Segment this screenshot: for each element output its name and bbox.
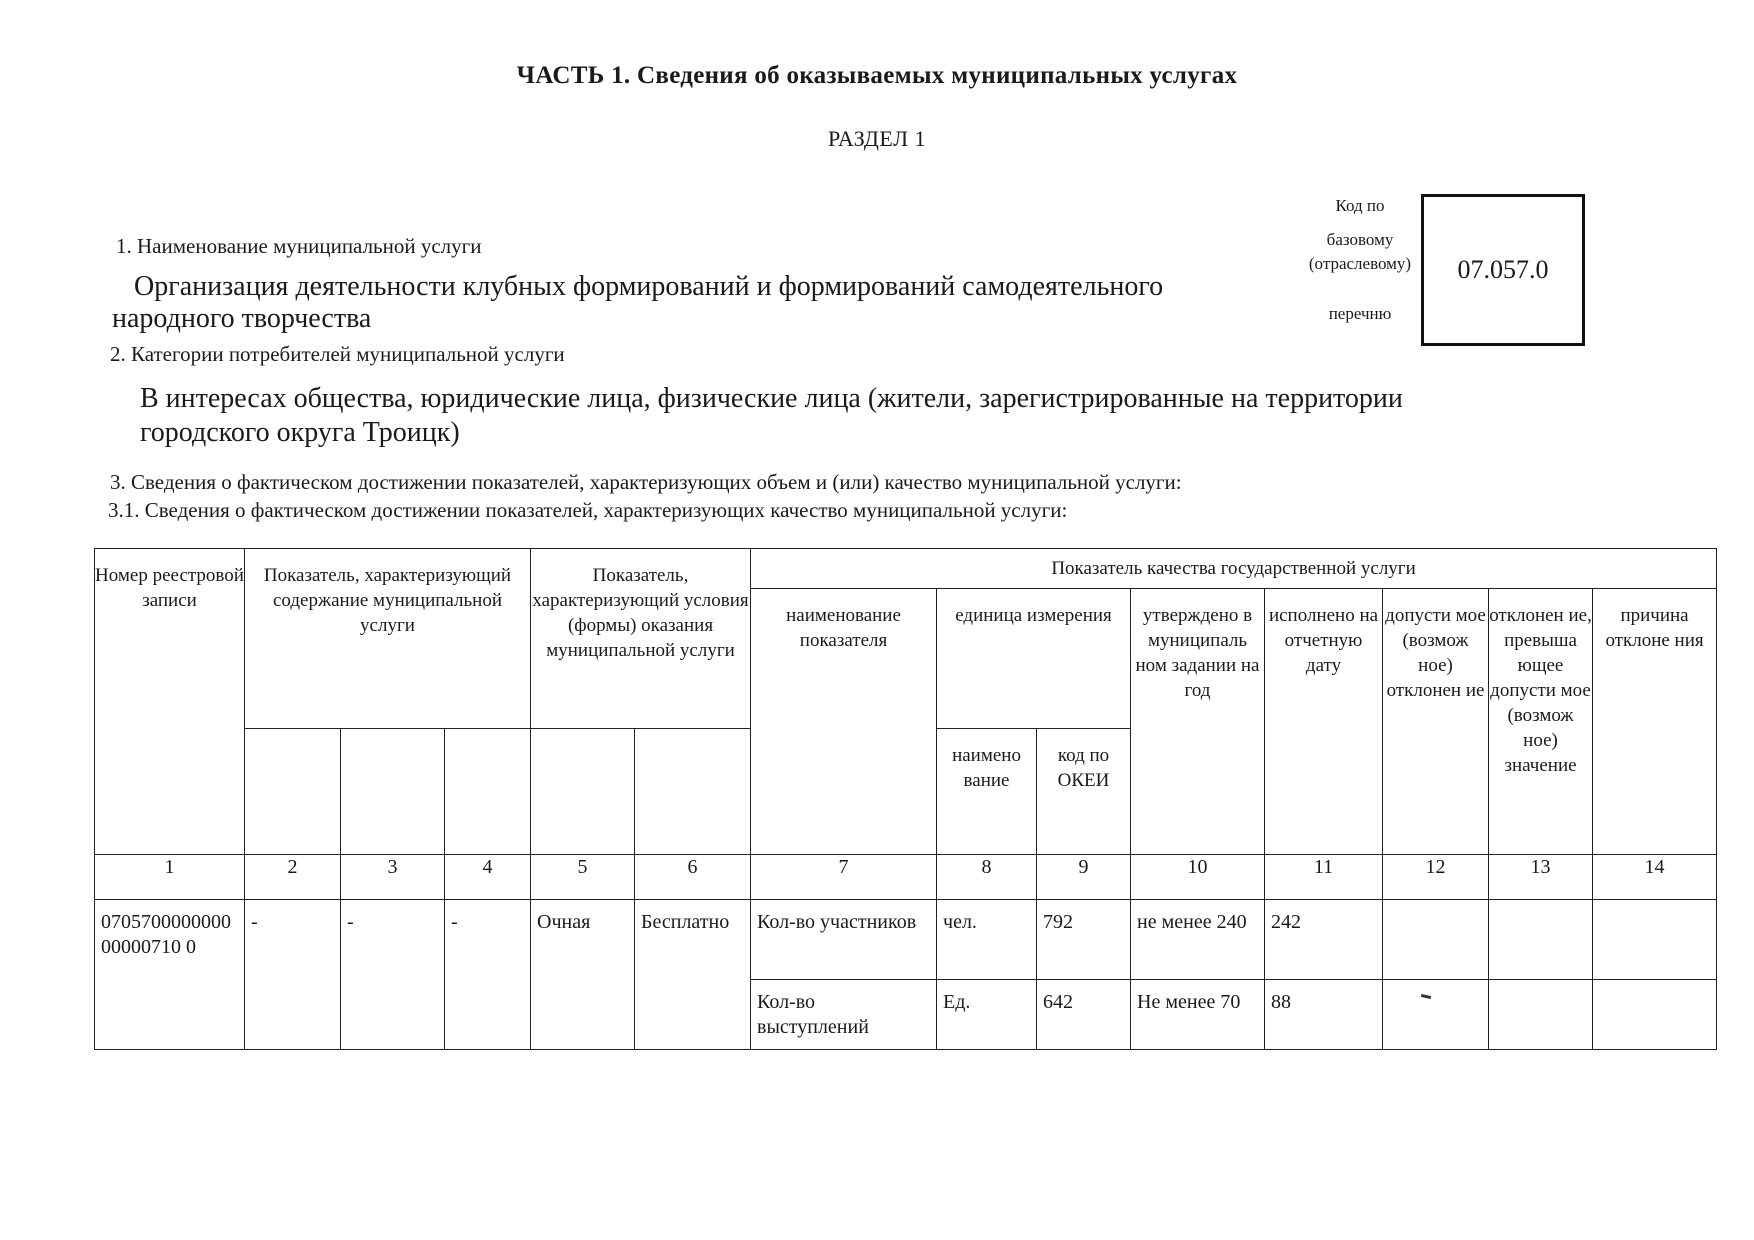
blank-cell — [531, 729, 635, 855]
column-number: 8 — [937, 855, 1037, 900]
code-label-line1: Код по — [1335, 196, 1385, 215]
column-number: 3 — [341, 855, 445, 900]
excess-deviation-cell — [1489, 980, 1593, 1050]
column-number: 1 — [95, 855, 245, 900]
consumers-line2: городского округа Троицк) — [140, 417, 460, 448]
header-excess-deviation: отклонен ие, превыша ющее допусти мое (возмож ное) значение — [1489, 589, 1593, 855]
cost-cell: Бесплатно — [635, 900, 751, 1050]
column-number: 9 — [1037, 855, 1131, 900]
pen-mark — [1421, 994, 1431, 999]
header-conditions-indicator: Показатель, характеризующий условия (формы) оказания муниципальной услуги — [531, 549, 751, 729]
header-allowed-deviation: допусти мое (возмож ное) отклонен ие — [1383, 589, 1489, 855]
header-unit-code: код по ОКЕИ — [1037, 729, 1131, 855]
column-number: 6 — [635, 855, 751, 900]
quality-indicators-table — [94, 548, 1717, 1050]
service-name-line2: народного творчества — [112, 303, 372, 334]
consumers-label: 2. Категории потребителей муниципальной услуги — [110, 342, 565, 366]
form-cell: Очная — [531, 900, 635, 1050]
column-number: 10 — [1131, 855, 1265, 900]
blank-cell — [635, 729, 751, 855]
blank-cell — [341, 729, 445, 855]
excess-deviation-cell — [1489, 900, 1593, 980]
okei-code-cell: 792 — [1037, 900, 1131, 980]
approved-cell: Не менее 70 — [1131, 980, 1265, 1050]
registry-code-value: 07.057.0 — [1457, 255, 1549, 284]
blank-cell — [245, 729, 341, 855]
indicators-label: 3. Сведения о фактическом достижении показателей, характеризующих объем и (или) качество муниципальной услуги: — [110, 470, 1182, 494]
reason-cell — [1593, 900, 1717, 980]
indicator-name-cell: Кол-во участников — [751, 900, 937, 980]
header-approved: утверждено в муниципаль ном задании на год — [1131, 589, 1265, 855]
reason-cell — [1593, 980, 1717, 1050]
code-label-line3: (отраслевому) — [1308, 254, 1412, 273]
column-number: 13 — [1489, 855, 1593, 900]
code-label-line4: перечню — [1328, 304, 1392, 323]
content-indicator-cell: - — [341, 900, 445, 1050]
column-number: 11 — [1265, 855, 1383, 900]
header-registry-number: Номер реестровой записи — [95, 549, 245, 855]
header-unit: единица измерения — [937, 589, 1131, 729]
unit-name-cell: чел. — [937, 900, 1037, 980]
done-cell: 242 — [1265, 900, 1383, 980]
content-indicator-cell: - — [445, 900, 531, 1050]
column-number: 4 — [445, 855, 531, 900]
header-content-indicator: Показатель, характеризующий содержание муниципальной услуги — [245, 549, 531, 729]
header-unit-name: наимено вание — [937, 729, 1037, 855]
unit-name-cell: Ед. — [937, 980, 1037, 1050]
quality-indicators-label: 3.1. Сведения о фактическом достижении показателей, характеризующих качество муниципальной услуги: — [108, 498, 1068, 522]
blank-cell — [445, 729, 531, 855]
done-cell: 88 — [1265, 980, 1383, 1050]
registry-code-box — [1421, 194, 1585, 346]
service-name-line1: Организация деятельности клубных формирований и формирований самодеятельного — [134, 271, 1164, 302]
indicator-name-cell: Кол-во выступлений — [751, 980, 937, 1050]
registry-number-cell: 070570000000000000710 0 — [95, 900, 245, 1050]
column-number: 7 — [751, 855, 937, 900]
header-indicator-name: наименование показателя — [751, 589, 937, 855]
service-name-label: 1. Наименование муниципальной услуги — [116, 234, 482, 258]
allowed-deviation-cell — [1383, 900, 1489, 980]
header-quality-indicator: Показатель качества государственной услуги — [751, 549, 1717, 589]
column-number: 2 — [245, 855, 341, 900]
table-row — [95, 900, 1717, 980]
column-number: 5 — [531, 855, 635, 900]
content-indicator-cell: - — [245, 900, 341, 1050]
section-heading: РАЗДЕЛ 1 — [827, 126, 926, 151]
okei-code-cell: 642 — [1037, 980, 1131, 1050]
page-title: ЧАСТЬ 1. Сведения об оказываемых муниципальных услугах — [516, 62, 1238, 89]
allowed-deviation-cell — [1383, 980, 1489, 1050]
column-number: 14 — [1593, 855, 1717, 900]
column-number: 12 — [1383, 855, 1489, 900]
approved-cell: не менее 240 — [1131, 900, 1265, 980]
header-done: исполнено на отчетную дату — [1265, 589, 1383, 855]
code-label-line2: базовому — [1326, 230, 1394, 249]
consumers-line1: В интересах общества, юридические лица, физические лица (жители, зарегистрированные на территории — [140, 383, 1403, 414]
header-deviation-reason: причина отклоне ния — [1593, 589, 1717, 855]
column-numbers-row — [95, 855, 1717, 900]
